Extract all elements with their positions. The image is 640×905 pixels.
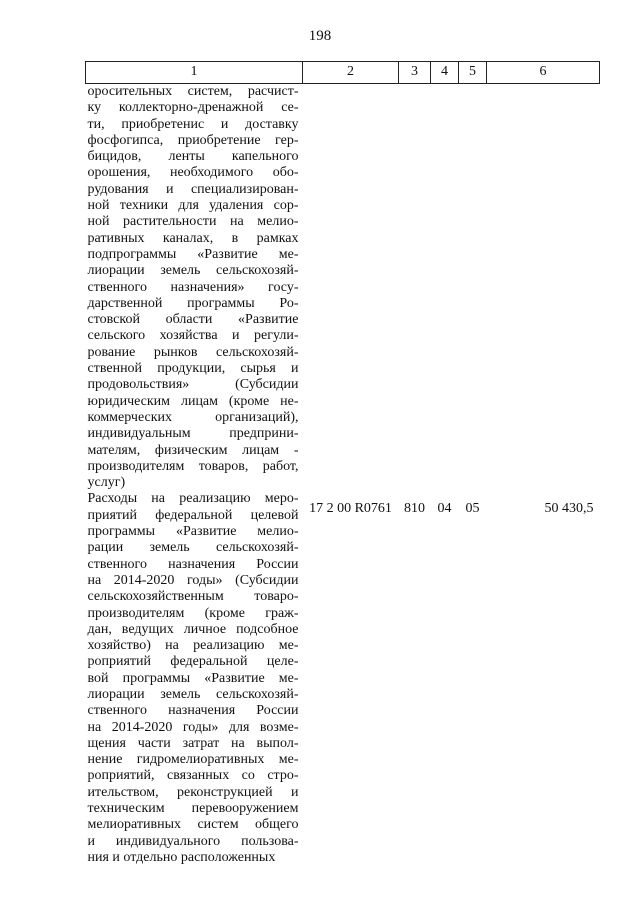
description-line: фосфогипса, приобретение гер- (87, 132, 299, 148)
description-line: техническим перевооружением (87, 801, 299, 817)
subsection-code (459, 84, 487, 492)
description-line: ти, приобретенис и доставку (87, 116, 299, 132)
description-line: ительством, реконструкцией и (87, 784, 299, 800)
table-row (86, 491, 600, 866)
subsection-code: 05 (465, 501, 480, 517)
section-code (431, 84, 459, 492)
description-line: ной техники для удаления сор- (87, 198, 299, 214)
description-line: на 2014-2020 годы» (Субсидии (87, 572, 299, 588)
description-line: приятий федеральной целевой (87, 507, 299, 523)
description-line: коммерческих организаций), (87, 409, 299, 425)
description-line: ной растительности на мелио- (87, 214, 299, 230)
description-line: вой программы «Развитие ме- (87, 670, 299, 686)
description-line: ственного назначения» госу- (87, 279, 299, 295)
section-code: 04 (437, 501, 452, 517)
description-line: дарственной программы Ро- (87, 295, 299, 311)
table-body (86, 84, 600, 867)
description-line: производителям (кроме граж- (87, 605, 299, 621)
budget-table (85, 61, 600, 866)
expense-type-code (399, 84, 431, 492)
description-line: подпрограммы «Развитие ме- (87, 246, 299, 262)
description-line: сельскохозяйственным товаро- (87, 589, 299, 605)
description-line: ку коллекторно-дренажной се- (87, 100, 299, 116)
column-header-5: 5 (459, 62, 487, 84)
amount-value (487, 84, 600, 492)
column-header-3: 3 (399, 62, 431, 84)
description-line: ния и отдельно расположенных (87, 849, 276, 865)
description-line: ственного назначения России (87, 703, 299, 719)
description-line: хозяйство) на реализацию ме- (87, 638, 299, 654)
description-line: программы «Развитие мелио- (87, 524, 299, 540)
description-line: Расходы на реализацию меро- (87, 491, 299, 507)
page-number: 198 (308, 28, 332, 44)
description-line: ративных каналах, в рамках (87, 230, 299, 246)
column-header-4: 4 (431, 62, 459, 84)
description-line: дан, ведущих личное подсобное (87, 621, 299, 637)
description-line: производителям товаров, работ, (87, 458, 299, 474)
column-header-1: 1 (86, 62, 303, 84)
description-line: оросительных систем, расчист- (87, 84, 299, 99)
description-line: роприятий федеральной целе- (87, 654, 299, 670)
target-article-code (303, 84, 399, 492)
description-line: рование рынков сельскохозяй- (87, 344, 299, 360)
description-line: услуг) (87, 475, 126, 491)
description-line: ственной продукции, сырья и (87, 361, 299, 377)
table-header-row (86, 62, 600, 84)
expense-description (86, 84, 303, 492)
description-line: роприятий, связанных со стро- (87, 768, 299, 784)
description-line: орошения, необходимого обо- (87, 165, 299, 181)
description-line: стовской области «Развитие (87, 312, 299, 328)
description-line: индивидуальным предприни- (87, 426, 299, 442)
description-line: нение гидромелиоративных ме- (87, 752, 299, 768)
description-line: сельского хозяйства и регули- (87, 328, 299, 344)
description-line: и индивидуального пользова- (87, 833, 299, 849)
table-row (86, 84, 600, 492)
amount-value: 50 430,5 (544, 501, 594, 517)
column-header-2: 2 (303, 62, 399, 84)
expense-description (86, 491, 303, 866)
description-line: щения части затрат на выпол- (87, 735, 299, 751)
description-line: бицидов, ленты капельного (87, 149, 299, 165)
target-article-code: 17 2 00 R0761 (309, 501, 392, 517)
description-line: рации земель сельскохозяй- (87, 540, 299, 556)
description-line: на 2014-2020 годы» для возме- (87, 719, 299, 735)
description-line: мелиоративных систем общего (87, 817, 299, 833)
description-line: ственного назначения России (87, 556, 299, 572)
column-header-6: 6 (487, 62, 600, 84)
description-line: лиорации земель сельскохозяй- (87, 686, 299, 702)
description-line: продовольствия» (Субсидии (87, 377, 299, 393)
expense-type-code: 810 (404, 501, 425, 517)
description-line: мателям, физическим лицам - (87, 442, 299, 458)
description-line: юридическим лицам (кроме не- (87, 393, 299, 409)
description-line: лиорации земель сельскохозяй- (87, 263, 299, 279)
description-line: рудования и специализирован- (87, 181, 299, 197)
